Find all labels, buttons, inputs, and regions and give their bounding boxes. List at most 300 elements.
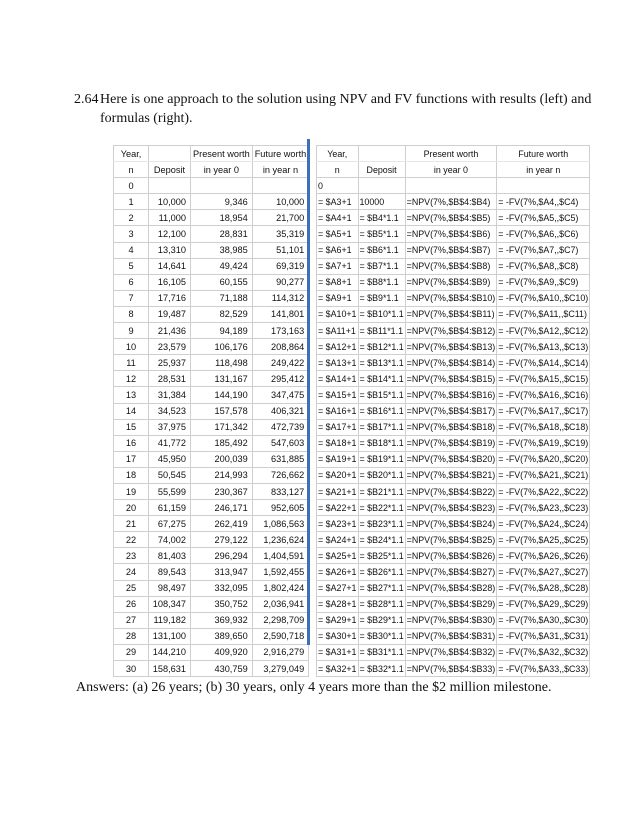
table-cell: =NPV(7%,$B$4:$B6) bbox=[405, 226, 497, 242]
table-cell: 24 bbox=[114, 564, 149, 580]
table-cell: = -FV(7%,$A33,,$C33) bbox=[497, 661, 590, 677]
table-cell: 28 bbox=[114, 628, 149, 644]
table-cell: 18,954 bbox=[191, 210, 253, 226]
header-cell: Present worth bbox=[405, 146, 497, 162]
table-cell: = $B23*1.1 bbox=[358, 516, 405, 532]
table-cell: 0 bbox=[114, 178, 149, 194]
formula-row bbox=[317, 403, 590, 419]
table-cell: =NPV(7%,$B$4:$B24) bbox=[405, 516, 497, 532]
table-cell: 98,497 bbox=[149, 580, 191, 596]
table-cell: = $B26*1.1 bbox=[358, 564, 405, 580]
answers-text: Answers: (a) 26 years; (b) 30 years, only 4 years more than the $2 million milestone. bbox=[76, 680, 552, 695]
table-cell: 28,831 bbox=[191, 226, 253, 242]
table-cell: = -FV(7%,$A9,,$C9) bbox=[497, 274, 590, 290]
table-cell: =NPV(7%,$B$4:$B11) bbox=[405, 306, 497, 322]
table-cell: = $B24*1.1 bbox=[358, 532, 405, 548]
table-cell: = $B16*1.1 bbox=[358, 403, 405, 419]
table-cell: = -FV(7%,$A14,,$C14) bbox=[497, 355, 590, 371]
table-cell: = -FV(7%,$A20,,$C20) bbox=[497, 451, 590, 467]
table-cell: 249,422 bbox=[252, 355, 309, 371]
table-cell: 230,367 bbox=[191, 483, 253, 499]
table-cell: =NPV(7%,$B$4:$B10) bbox=[405, 290, 497, 306]
table-cell: 26 bbox=[114, 596, 149, 612]
formula-row bbox=[317, 516, 590, 532]
table-cell: 9,346 bbox=[191, 194, 253, 210]
table-cell: 2,590,718 bbox=[252, 628, 309, 644]
table-cell: = -FV(7%,$A27,,$C27) bbox=[497, 564, 590, 580]
table-cell: 10,000 bbox=[252, 194, 309, 210]
table-row bbox=[114, 194, 309, 210]
table-cell: 19,487 bbox=[149, 306, 191, 322]
table-cell: 547,603 bbox=[252, 435, 309, 451]
table-cell: 14 bbox=[114, 403, 149, 419]
table-cell: = $B27*1.1 bbox=[358, 580, 405, 596]
table-cell: = $B20*1.1 bbox=[358, 467, 405, 483]
table-cell: 45,950 bbox=[149, 451, 191, 467]
table-cell: = -FV(7%,$A26,,$C26) bbox=[497, 548, 590, 564]
table-cell: 2,916,279 bbox=[252, 644, 309, 660]
table-cell: = $A7+1 bbox=[317, 258, 359, 274]
table-cell: 3,279,049 bbox=[252, 661, 309, 677]
table-cell: 185,492 bbox=[191, 435, 253, 451]
table-cell: 90,277 bbox=[252, 274, 309, 290]
table-cell: = $A6+1 bbox=[317, 242, 359, 258]
table-cell: 389,650 bbox=[191, 628, 253, 644]
formula-row bbox=[317, 290, 590, 306]
table-cell: =NPV(7%,$B$4:$B15) bbox=[405, 371, 497, 387]
table-cell: = $A4+1 bbox=[317, 210, 359, 226]
table-cell: 28,531 bbox=[149, 371, 191, 387]
table-cell: = -FV(7%,$A12,,$C12) bbox=[497, 323, 590, 339]
table-cell: =NPV(7%,$B$4:$B32) bbox=[405, 644, 497, 660]
table-cell: 158,631 bbox=[149, 661, 191, 677]
table-cell: = -FV(7%,$A18,,$C18) bbox=[497, 419, 590, 435]
intro-line-2: formulas (right). bbox=[100, 111, 193, 126]
table-cell: = $A31+1 bbox=[317, 644, 359, 660]
intro-line-1 bbox=[74, 90, 594, 109]
table-row bbox=[114, 532, 309, 548]
table-cell: 1,404,591 bbox=[252, 548, 309, 564]
table-cell: 21,436 bbox=[149, 323, 191, 339]
table-row bbox=[114, 451, 309, 467]
table-cell: = $B29*1.1 bbox=[358, 612, 405, 628]
table-cell: = $A29+1 bbox=[317, 612, 359, 628]
table-cell: = $A32+1 bbox=[317, 661, 359, 677]
table-row bbox=[114, 596, 309, 612]
table-cell: =NPV(7%,$B$4:$B27) bbox=[405, 564, 497, 580]
problem-intro bbox=[74, 90, 594, 128]
table-cell: = -FV(7%,$A23,,$C23) bbox=[497, 500, 590, 516]
formula-row bbox=[317, 564, 590, 580]
table-cell: 9 bbox=[114, 323, 149, 339]
table-cell: 10,000 bbox=[149, 194, 191, 210]
table-cell: 37,975 bbox=[149, 419, 191, 435]
table-cell: 369,932 bbox=[191, 612, 253, 628]
table-cell: = -FV(7%,$A22,,$C22) bbox=[497, 483, 590, 499]
table-cell: 296,294 bbox=[191, 548, 253, 564]
table-cell: 60,155 bbox=[191, 274, 253, 290]
table-cell: 4 bbox=[114, 242, 149, 258]
table-cell: = -FV(7%,$A8,,$C8) bbox=[497, 258, 590, 274]
table-cell: = -FV(7%,$A21,,$C21) bbox=[497, 467, 590, 483]
header-cell: Year, bbox=[114, 146, 149, 162]
table-cell: 11 bbox=[114, 355, 149, 371]
table-cell: 50,545 bbox=[149, 467, 191, 483]
table-cell: 173,163 bbox=[252, 323, 309, 339]
table-cell: =NPV(7%,$B$4:$B9) bbox=[405, 274, 497, 290]
formula-row bbox=[317, 467, 590, 483]
header-row bbox=[114, 146, 309, 162]
table-cell: = $B28*1.1 bbox=[358, 596, 405, 612]
table-cell: 14,641 bbox=[149, 258, 191, 274]
table-cell: =NPV(7%,$B$4:$B12) bbox=[405, 323, 497, 339]
table-cell: 13 bbox=[114, 387, 149, 403]
table-row bbox=[114, 628, 309, 644]
table-cell: = $B13*1.1 bbox=[358, 355, 405, 371]
table-cell: 17,716 bbox=[149, 290, 191, 306]
header-row bbox=[317, 162, 590, 178]
table-row bbox=[114, 306, 309, 322]
table-cell: = $B15*1.1 bbox=[358, 387, 405, 403]
table-cell: 409,920 bbox=[191, 644, 253, 660]
table-cell: = $A25+1 bbox=[317, 548, 359, 564]
table-cell: 10000 bbox=[358, 194, 405, 210]
table-cell: 31,384 bbox=[149, 387, 191, 403]
header-cell: in year 0 bbox=[191, 162, 253, 178]
table-cell: =NPV(7%,$B$4:$B16) bbox=[405, 387, 497, 403]
table-cell: 406,321 bbox=[252, 403, 309, 419]
table-cell: =NPV(7%,$B$4:$B5) bbox=[405, 210, 497, 226]
table-cell: = $B7*1.1 bbox=[358, 258, 405, 274]
formula-row bbox=[317, 355, 590, 371]
table-cell: 34,523 bbox=[149, 403, 191, 419]
table-cell: = -FV(7%,$A11,,$C11) bbox=[497, 306, 590, 322]
header-cell: Present worth bbox=[191, 146, 253, 162]
table-cell: = $A5+1 bbox=[317, 226, 359, 242]
table-cell: 141,801 bbox=[252, 306, 309, 322]
table-cell: = $B5*1.1 bbox=[358, 226, 405, 242]
table-cell: =NPV(7%,$B$4:$B29) bbox=[405, 596, 497, 612]
header-cell: in year n bbox=[497, 162, 590, 178]
table-cell: = $B30*1.1 bbox=[358, 628, 405, 644]
table-cell: = $A11+1 bbox=[317, 323, 359, 339]
table-cell: 3 bbox=[114, 226, 149, 242]
table-cell: 118,498 bbox=[191, 355, 253, 371]
table-cell: = $A20+1 bbox=[317, 467, 359, 483]
table-cell: 347,475 bbox=[252, 387, 309, 403]
table-cell: = -FV(7%,$A24,,$C24) bbox=[497, 516, 590, 532]
table-cell: 106,176 bbox=[191, 339, 253, 355]
table-cell: = -FV(7%,$A13,,$C13) bbox=[497, 339, 590, 355]
table-cell: =NPV(7%,$B$4:$B22) bbox=[405, 483, 497, 499]
formula-row bbox=[317, 628, 590, 644]
table-cell: = $B32*1.1 bbox=[358, 661, 405, 677]
header-cell: in year 0 bbox=[405, 162, 497, 178]
table-cell: 7 bbox=[114, 290, 149, 306]
table-cell: = $B4*1.1 bbox=[358, 210, 405, 226]
formula-row bbox=[317, 419, 590, 435]
table-cell: = $A27+1 bbox=[317, 580, 359, 596]
table-cell: 295,412 bbox=[252, 371, 309, 387]
table-cell: 20 bbox=[114, 500, 149, 516]
table-cell: 833,127 bbox=[252, 483, 309, 499]
table-cell: =NPV(7%,$B$4:$B18) bbox=[405, 419, 497, 435]
table-cell: =NPV(7%,$B$4:$B20) bbox=[405, 451, 497, 467]
table-cell: = $B18*1.1 bbox=[358, 435, 405, 451]
table-cell: 144,190 bbox=[191, 387, 253, 403]
table-cell: 1 bbox=[114, 194, 149, 210]
table-cell: 2,298,709 bbox=[252, 612, 309, 628]
problem-number: 2.64 bbox=[74, 92, 99, 107]
table-row bbox=[114, 355, 309, 371]
header-row bbox=[114, 162, 309, 178]
table-row bbox=[114, 274, 309, 290]
table-cell: 472,739 bbox=[252, 419, 309, 435]
table-cell: 157,578 bbox=[191, 403, 253, 419]
table-cell: 89,543 bbox=[149, 564, 191, 580]
table-row bbox=[114, 661, 309, 677]
header-cell: Future worth bbox=[252, 146, 309, 162]
formula-row bbox=[317, 306, 590, 322]
formula-row bbox=[317, 226, 590, 242]
table-cell: = $B9*1.1 bbox=[358, 290, 405, 306]
table-cell: = $A16+1 bbox=[317, 403, 359, 419]
table-row bbox=[114, 290, 309, 306]
table-cell: 23 bbox=[114, 548, 149, 564]
table-cell: 12,100 bbox=[149, 226, 191, 242]
table-cell: 23,579 bbox=[149, 339, 191, 355]
table-cell: 279,122 bbox=[191, 532, 253, 548]
table-cell: = $B25*1.1 bbox=[358, 548, 405, 564]
table-cell: 350,752 bbox=[191, 596, 253, 612]
table-cell: 16,105 bbox=[149, 274, 191, 290]
formula-row bbox=[317, 371, 590, 387]
table-cell: = $A30+1 bbox=[317, 628, 359, 644]
table-cell: 25,937 bbox=[149, 355, 191, 371]
table-divider bbox=[307, 139, 310, 645]
table-cell: 2 bbox=[114, 210, 149, 226]
table-cell: = -FV(7%,$A31,,$C31) bbox=[497, 628, 590, 644]
table-cell: = $B6*1.1 bbox=[358, 242, 405, 258]
results-table bbox=[113, 145, 309, 677]
table-cell: 69,319 bbox=[252, 258, 309, 274]
table-cell: =NPV(7%,$B$4:$B14) bbox=[405, 355, 497, 371]
table-cell: 27 bbox=[114, 612, 149, 628]
table-cell: 1,592,455 bbox=[252, 564, 309, 580]
table-cell: = $B8*1.1 bbox=[358, 274, 405, 290]
table-cell: 108,347 bbox=[149, 596, 191, 612]
table-cell: = $A15+1 bbox=[317, 387, 359, 403]
table-cell: 12 bbox=[114, 371, 149, 387]
table-row bbox=[114, 564, 309, 580]
table-row bbox=[114, 548, 309, 564]
formula-row bbox=[317, 644, 590, 660]
table-cell: = $A3+1 bbox=[317, 194, 359, 210]
table-cell: 19 bbox=[114, 483, 149, 499]
table-cell: 1,086,563 bbox=[252, 516, 309, 532]
table-cell: =NPV(7%,$B$4:$B17) bbox=[405, 403, 497, 419]
table-cell: 25 bbox=[114, 580, 149, 596]
table-cell bbox=[497, 178, 590, 194]
formula-row bbox=[317, 483, 590, 499]
table-cell: 208,864 bbox=[252, 339, 309, 355]
table-cell: = $B11*1.1 bbox=[358, 323, 405, 339]
table-cell: 171,342 bbox=[191, 419, 253, 435]
formula-row bbox=[317, 339, 590, 355]
header-cell bbox=[149, 146, 191, 162]
table-cell: = -FV(7%,$A32,,$C32) bbox=[497, 644, 590, 660]
table-cell: = $B31*1.1 bbox=[358, 644, 405, 660]
table-cell: 41,772 bbox=[149, 435, 191, 451]
table-cell: = $A26+1 bbox=[317, 564, 359, 580]
header-cell: Deposit bbox=[149, 162, 191, 178]
table-cell: 114,312 bbox=[252, 290, 309, 306]
table-cell: 51,101 bbox=[252, 242, 309, 258]
table-cell: = $B17*1.1 bbox=[358, 419, 405, 435]
table-cell: 74,002 bbox=[149, 532, 191, 548]
table-cell: 71,188 bbox=[191, 290, 253, 306]
table-cell: = -FV(7%,$A30,,$C30) bbox=[497, 612, 590, 628]
table-cell: 30 bbox=[114, 661, 149, 677]
table-cell: 1,802,424 bbox=[252, 580, 309, 596]
formula-row bbox=[317, 661, 590, 677]
formula-row bbox=[317, 387, 590, 403]
formula-row bbox=[317, 210, 590, 226]
table-cell: =NPV(7%,$B$4:$B13) bbox=[405, 339, 497, 355]
table-cell: 67,275 bbox=[149, 516, 191, 532]
formula-row bbox=[317, 194, 590, 210]
table-cell bbox=[405, 178, 497, 194]
table-row bbox=[114, 339, 309, 355]
table-cell: 61,159 bbox=[149, 500, 191, 516]
table-cell: 81,403 bbox=[149, 548, 191, 564]
header-cell: Deposit bbox=[358, 162, 405, 178]
table-cell: = $B14*1.1 bbox=[358, 371, 405, 387]
table-row bbox=[114, 226, 309, 242]
table-row bbox=[114, 435, 309, 451]
table-row bbox=[114, 419, 309, 435]
table-cell: 214,993 bbox=[191, 467, 253, 483]
table-cell: = -FV(7%,$A7,,$C7) bbox=[497, 242, 590, 258]
table-cell: = -FV(7%,$A4,,$C4) bbox=[497, 194, 590, 210]
table-cell: 631,885 bbox=[252, 451, 309, 467]
formula-row bbox=[317, 274, 590, 290]
table-cell: =NPV(7%,$B$4:$B4) bbox=[405, 194, 497, 210]
table-cell: = -FV(7%,$A5,,$C5) bbox=[497, 210, 590, 226]
table-cell: = -FV(7%,$A17,,$C17) bbox=[497, 403, 590, 419]
table-cell: 16 bbox=[114, 435, 149, 451]
table-row bbox=[114, 467, 309, 483]
table-cell: = $A21+1 bbox=[317, 483, 359, 499]
table-cell: 13,310 bbox=[149, 242, 191, 258]
table-cell: =NPV(7%,$B$4:$B19) bbox=[405, 435, 497, 451]
table-row bbox=[114, 612, 309, 628]
formula-row bbox=[317, 612, 590, 628]
table-cell: 8 bbox=[114, 306, 149, 322]
table-cell: =NPV(7%,$B$4:$B7) bbox=[405, 242, 497, 258]
table-cell: 246,171 bbox=[191, 500, 253, 516]
formula-row bbox=[317, 323, 590, 339]
table-row bbox=[114, 178, 309, 194]
table-cell: = $A12+1 bbox=[317, 339, 359, 355]
table-cell: 332,095 bbox=[191, 580, 253, 596]
table-cell: 5 bbox=[114, 258, 149, 274]
formula-row bbox=[317, 580, 590, 596]
table-cell: = $B19*1.1 bbox=[358, 451, 405, 467]
table-cell: = $B10*1.1 bbox=[358, 306, 405, 322]
table-cell: 430,759 bbox=[191, 661, 253, 677]
formula-row bbox=[317, 242, 590, 258]
table-row bbox=[114, 500, 309, 516]
table-row bbox=[114, 242, 309, 258]
formula-row bbox=[317, 258, 590, 274]
header-cell: Year, bbox=[317, 146, 359, 162]
table-cell: 313,947 bbox=[191, 564, 253, 580]
table-cell: 11,000 bbox=[149, 210, 191, 226]
header-cell bbox=[358, 146, 405, 162]
table-cell: = $A10+1 bbox=[317, 306, 359, 322]
table-cell bbox=[358, 178, 405, 194]
table-cell: 952,605 bbox=[252, 500, 309, 516]
table-cell: = $A23+1 bbox=[317, 516, 359, 532]
table-cell: 10 bbox=[114, 339, 149, 355]
table-row bbox=[114, 483, 309, 499]
header-cell: n bbox=[317, 162, 359, 178]
table-cell: 15 bbox=[114, 419, 149, 435]
table-row bbox=[114, 258, 309, 274]
formula-row bbox=[317, 435, 590, 451]
table-cell: 22 bbox=[114, 532, 149, 548]
table-cell bbox=[252, 178, 309, 194]
table-cell: 82,529 bbox=[191, 306, 253, 322]
table-cell bbox=[149, 178, 191, 194]
formula-row bbox=[317, 451, 590, 467]
table-row bbox=[114, 516, 309, 532]
formula-row bbox=[317, 548, 590, 564]
table-cell: 262,419 bbox=[191, 516, 253, 532]
table-cell: 144,210 bbox=[149, 644, 191, 660]
table-cell: 119,182 bbox=[149, 612, 191, 628]
table-cell: 131,100 bbox=[149, 628, 191, 644]
table-cell: = -FV(7%,$A28,,$C28) bbox=[497, 580, 590, 596]
table-cell: 17 bbox=[114, 451, 149, 467]
table-cell: 35,319 bbox=[252, 226, 309, 242]
header-row bbox=[317, 146, 590, 162]
header-cell: n bbox=[114, 162, 149, 178]
table-cell: = $A8+1 bbox=[317, 274, 359, 290]
table-cell: 2,036,941 bbox=[252, 596, 309, 612]
table-cell: = -FV(7%,$A15,,$C15) bbox=[497, 371, 590, 387]
table-cell: 0 bbox=[317, 178, 359, 194]
table-cell: =NPV(7%,$B$4:$B21) bbox=[405, 467, 497, 483]
table-cell: =NPV(7%,$B$4:$B8) bbox=[405, 258, 497, 274]
table-cell: 29 bbox=[114, 644, 149, 660]
formula-row bbox=[317, 500, 590, 516]
table-cell: = $A28+1 bbox=[317, 596, 359, 612]
table-cell: 6 bbox=[114, 274, 149, 290]
formula-row bbox=[317, 178, 590, 194]
table-cell: = -FV(7%,$A6,,$C6) bbox=[497, 226, 590, 242]
table-cell: = $A9+1 bbox=[317, 290, 359, 306]
table-row bbox=[114, 644, 309, 660]
table-cell: 200,039 bbox=[191, 451, 253, 467]
table-row bbox=[114, 580, 309, 596]
table-cell: = $A19+1 bbox=[317, 451, 359, 467]
table-cell: = -FV(7%,$A10,,$C10) bbox=[497, 290, 590, 306]
formulas-table bbox=[316, 145, 590, 677]
table-cell: 94,189 bbox=[191, 323, 253, 339]
table-cell bbox=[191, 178, 253, 194]
